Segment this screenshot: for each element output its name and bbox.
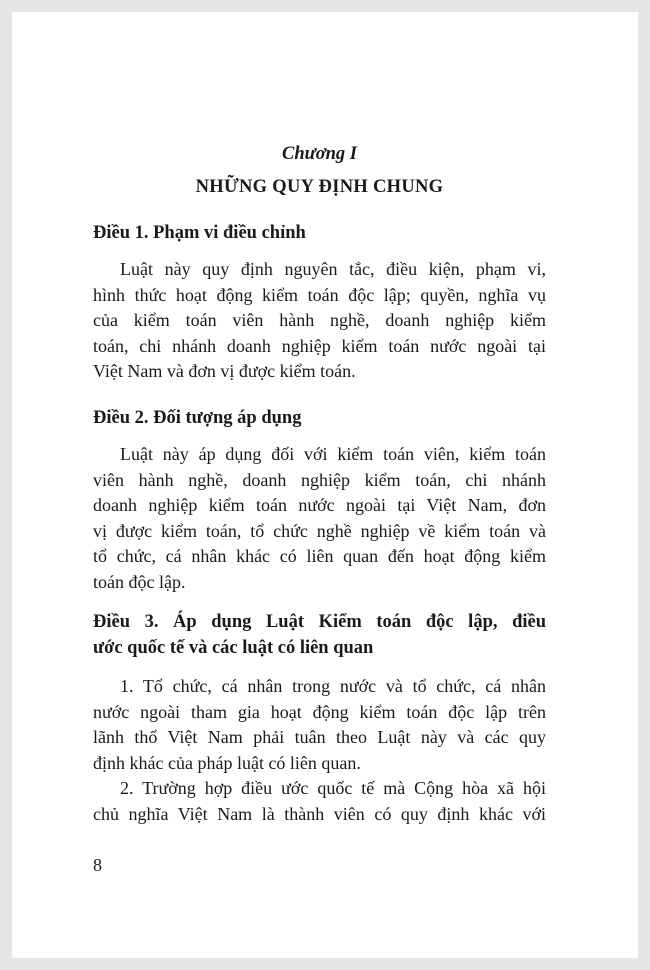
article-2-heading	[93, 406, 546, 432]
text-line: Luật này quy định nguyên tắc, điều kiện, phạm vi,	[120, 259, 546, 279]
text-line: chủ nghĩa Việt Nam là thành viên có quy định khác với	[93, 803, 546, 824]
article-1-heading	[93, 221, 546, 247]
article-3-clause-2	[93, 776, 546, 827]
heading-line: Điều 1. Phạm vi điều chỉnh	[93, 223, 306, 243]
text-line: 2. Trường hợp điều ước quốc tế mà Cộng hòa xã hội	[120, 778, 546, 798]
heading-line: ước quốc tế và các luật có liên quan	[93, 637, 374, 658]
document-page	[12, 12, 638, 958]
text-line: toán độc lập.	[93, 571, 186, 592]
text-line: hình thức hoạt động kiểm toán độc lập; quyền, nghĩa vụ	[93, 284, 546, 305]
text-line: của kiểm toán viên hành nghề, doanh nghiệp kiểm	[93, 310, 546, 330]
chapter-label: Chương I	[281, 144, 357, 164]
text-line: doanh nghiệp kiểm toán nước ngoài tại Việt Nam, đơn	[93, 495, 546, 515]
text-line: Luật này áp dụng đối với kiểm toán viên, kiểm toán	[120, 444, 546, 464]
text-line: lãnh thổ Việt Nam phải tuân theo Luật này và các quy	[93, 727, 546, 747]
text-line: định khác của pháp luật có liên quan.	[93, 752, 361, 773]
text-line: tổ chức, cá nhân khác có liên quan đến hoạt động kiểm	[93, 546, 546, 566]
text-line: viên hành nghề, doanh nghiệp kiểm toán, chi nhánh	[93, 469, 546, 490]
article-1-paragraph	[93, 257, 546, 385]
page-number: 8	[93, 855, 102, 875]
text-line: nước ngoài tham gia hoạt động kiểm toán độc lập trên	[93, 701, 546, 722]
text-line: 1. Tổ chức, cá nhân trong nước và tổ chức, cá nhân	[120, 676, 546, 696]
article-2-paragraph	[93, 442, 546, 595]
text-line: Việt Nam và đơn vị được kiểm toán.	[93, 361, 356, 381]
text-line: toán, chi nhánh doanh nghiệp kiểm toán nước ngoài tại	[93, 335, 546, 356]
article-3-clause-1	[93, 674, 546, 776]
heading-line: Điều 3. Áp dụng Luật Kiểm toán độc lập, điều	[93, 612, 546, 632]
heading-line: Điều 2. Đối tượng áp dụng	[93, 408, 302, 428]
article-3-heading	[93, 610, 546, 661]
text-line: vị được kiểm toán, tổ chức nghề nghiệp về kiểm toán và	[93, 520, 546, 541]
chapter-title: NHỮNG QUY ĐỊNH CHUNG	[195, 177, 444, 197]
